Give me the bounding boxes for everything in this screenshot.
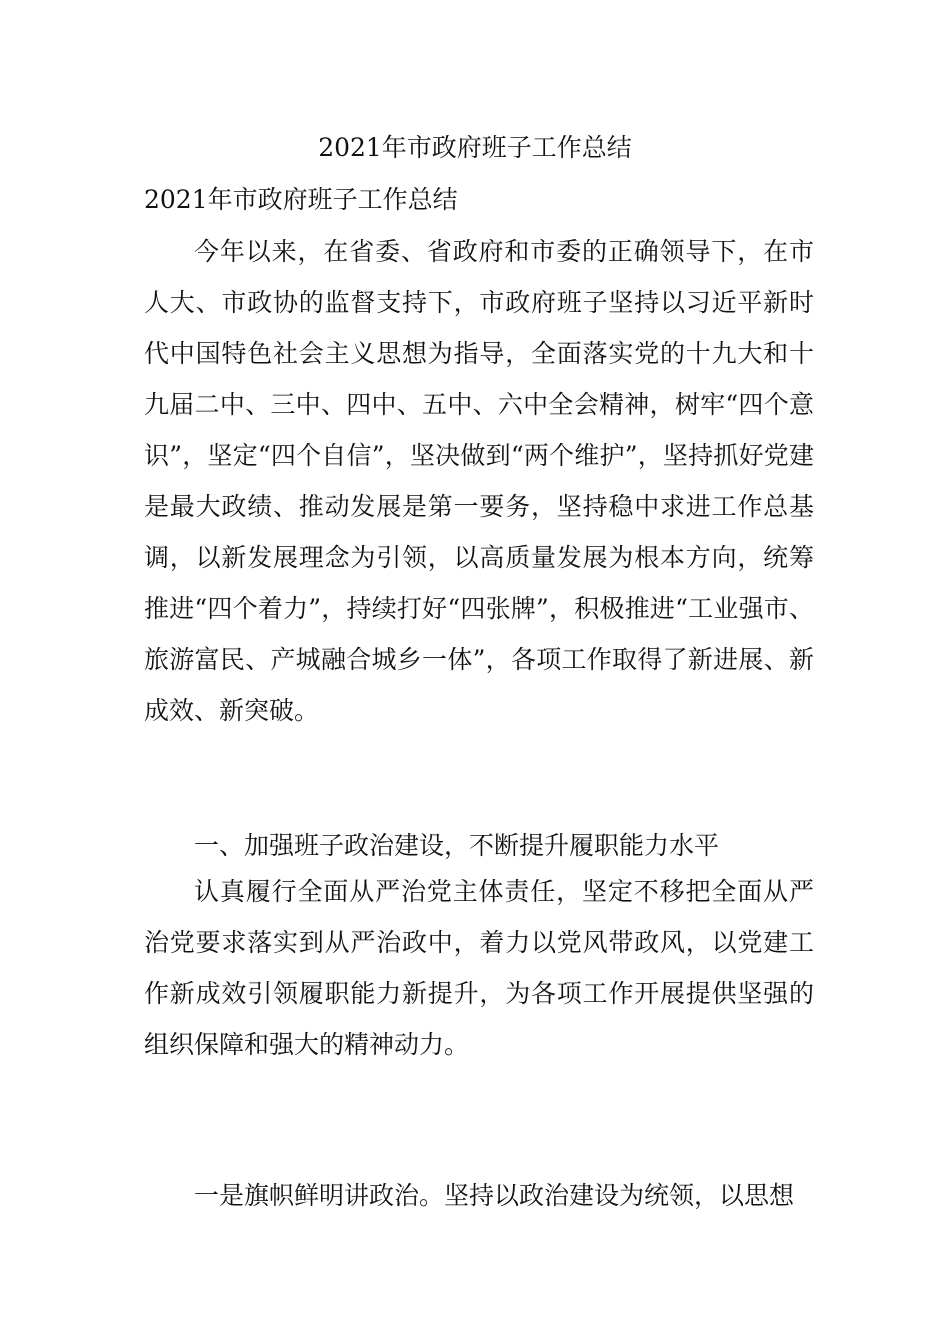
document-subtitle: 2021年市政府班子工作总结 bbox=[144, 185, 458, 214]
section-1-paragraph: 认真履行全面从严治党主体责任，坚定不移把全面从严治党要求落实到从严治政中，着力以党风带政风，以党建工作新成效引领履职能力新提升，为各项工作开展提供坚强的组织保障和强大的精神动力。 bbox=[144, 877, 814, 1059]
section-heading-1: 一、加强班子政治建设，不断提升履职能力水平 bbox=[194, 831, 720, 860]
intro-paragraph: 今年以来，在省委、省政府和市委的正确领导下，在市人大、市政协的监督支持下，市政府班子坚持以习近平新时代中国特色社会主义思想为指导，全面落实党的十九大和十九届二中、三中、四中、五中、六中全会精神，树牢“四个意识”，坚定“四个自信”，坚决做到“两个维护”，坚持抓好党建是最大政绩、推动发展是第一要务，坚持稳中求进工作总基调，以新发展理念为引领，以高质量发展为根本方向，统筹推进“四个着力”，持续打好“四张牌”，积极推进“工业强市、旅游富民、产城融合城乡一体”，各项工作取得了新进展、新成效、新突破。 bbox=[144, 237, 814, 725]
document-title: 2021年市政府班子工作总结 bbox=[318, 133, 632, 162]
section-1-point-1: 一是旗帜鲜明讲政治。坚持以政治建设为统领，以思想 bbox=[194, 1181, 795, 1210]
